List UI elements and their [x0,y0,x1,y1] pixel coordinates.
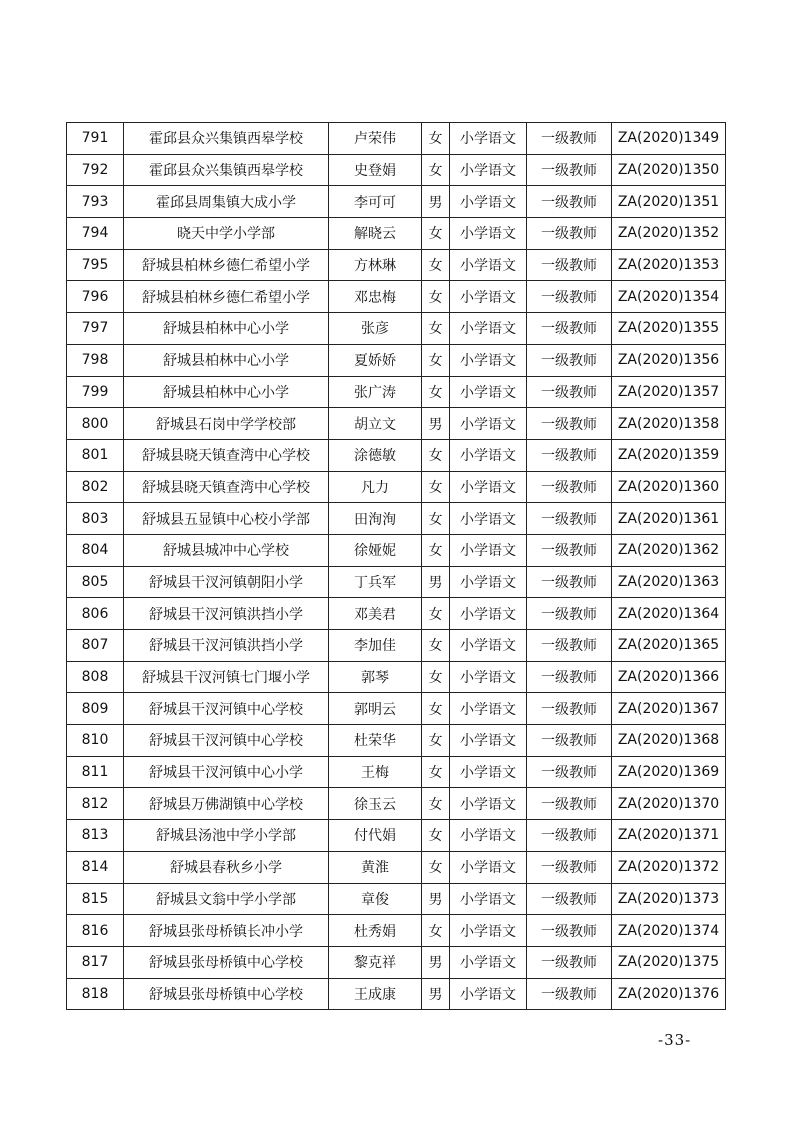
subject-cell: 小学语文 [450,788,527,820]
table-row [67,376,726,408]
gender-cell: 男 [422,978,450,1010]
subject-cell: 小学语文 [450,408,527,440]
table-row [67,503,726,535]
gender-cell: 女 [422,154,450,186]
row-number-cell: 809 [67,693,124,725]
subject-cell: 小学语文 [450,376,527,408]
school-name-cell: 舒城县柏林乡德仁希望小学 [124,281,329,313]
row-number-cell: 806 [67,598,124,630]
school-name-cell: 舒城县干汊河镇中心学校 [124,693,329,725]
professional-title-cell: 一级教师 [527,439,612,471]
row-number-cell: 795 [67,249,124,281]
table-row [67,820,726,852]
school-name-cell: 舒城县柏林乡德仁希望小学 [124,249,329,281]
table-row [67,281,726,313]
certificate-number-cell: ZA(2020)1356 [612,344,726,376]
professional-title-cell: 一级教师 [527,344,612,376]
subject-cell: 小学语文 [450,123,527,155]
subject-cell: 小学语文 [450,915,527,947]
subject-cell: 小学语文 [450,630,527,662]
row-number-cell: 802 [67,471,124,503]
subject-cell: 小学语文 [450,820,527,852]
professional-title-cell: 一级教师 [527,630,612,662]
row-number-cell: 794 [67,218,124,250]
professional-title-cell: 一级教师 [527,598,612,630]
teacher-name-cell: 徐玉云 [329,788,422,820]
gender-cell: 男 [422,408,450,440]
table-row [67,218,726,250]
certificate-number-cell: ZA(2020)1362 [612,534,726,566]
certificate-number-cell: ZA(2020)1351 [612,186,726,218]
school-name-cell: 舒城县干汊河镇七门堰小学 [124,661,329,693]
row-number-cell: 792 [67,154,124,186]
professional-title-cell: 一级教师 [527,249,612,281]
teacher-name-cell: 黄淮 [329,851,422,883]
professional-title-cell: 一级教师 [527,154,612,186]
teacher-name-cell: 杜秀娟 [329,915,422,947]
table-row [67,883,726,915]
table-row [67,123,726,155]
school-name-cell: 舒城县石岗中学学校部 [124,408,329,440]
certificate-number-cell: ZA(2020)1353 [612,249,726,281]
row-number-cell: 796 [67,281,124,313]
gender-cell: 女 [422,123,450,155]
row-number-cell: 793 [67,186,124,218]
school-name-cell: 舒城县城冲中心学校 [124,534,329,566]
row-number-cell: 798 [67,344,124,376]
row-number-cell: 805 [67,566,124,598]
gender-cell: 女 [422,725,450,757]
table-row [67,566,726,598]
school-name-cell: 舒城县干汊河镇中心学校 [124,725,329,757]
teacher-name-cell: 郭琴 [329,661,422,693]
gender-cell: 女 [422,218,450,250]
school-name-cell: 舒城县文翁中学小学部 [124,883,329,915]
professional-title-cell: 一级教师 [527,788,612,820]
teacher-name-cell: 涂德敏 [329,439,422,471]
row-number-cell: 813 [67,820,124,852]
certificate-number-cell: ZA(2020)1357 [612,376,726,408]
subject-cell: 小学语文 [450,249,527,281]
row-number-cell: 808 [67,661,124,693]
row-number-cell: 800 [67,408,124,440]
table-row [67,598,726,630]
professional-title-cell: 一级教师 [527,693,612,725]
teacher-name-cell: 徐娅妮 [329,534,422,566]
subject-cell: 小学语文 [450,725,527,757]
professional-title-cell: 一级教师 [527,883,612,915]
table-row [67,408,726,440]
gender-cell: 女 [422,313,450,345]
professional-title-cell: 一级教师 [527,186,612,218]
gender-cell: 女 [422,503,450,535]
teacher-name-cell: 邓美君 [329,598,422,630]
certificate-number-cell: ZA(2020)1365 [612,630,726,662]
school-name-cell: 舒城县晓天镇查湾中心学校 [124,471,329,503]
subject-cell: 小学语文 [450,186,527,218]
certificate-number-cell: ZA(2020)1364 [612,598,726,630]
certificate-number-cell: ZA(2020)1354 [612,281,726,313]
certificate-number-cell: ZA(2020)1374 [612,915,726,947]
teacher-name-cell: 方林琳 [329,249,422,281]
gender-cell: 女 [422,471,450,503]
teacher-name-cell: 胡立文 [329,408,422,440]
table-row [67,693,726,725]
professional-title-cell: 一级教师 [527,471,612,503]
row-number-cell: 818 [67,978,124,1010]
gender-cell: 女 [422,820,450,852]
school-name-cell: 舒城县干汊河镇朝阳小学 [124,566,329,598]
row-number-cell: 812 [67,788,124,820]
teacher-name-cell: 邓忠梅 [329,281,422,313]
row-number-cell: 799 [67,376,124,408]
subject-cell: 小学语文 [450,154,527,186]
table-row [67,439,726,471]
subject-cell: 小学语文 [450,439,527,471]
table-row [67,344,726,376]
table-row [67,788,726,820]
gender-cell: 女 [422,344,450,376]
teacher-name-cell: 李可可 [329,186,422,218]
certificate-number-cell: ZA(2020)1372 [612,851,726,883]
teacher-name-cell: 解晓云 [329,218,422,250]
professional-title-cell: 一级教师 [527,281,612,313]
certificate-number-cell: ZA(2020)1360 [612,471,726,503]
gender-cell: 女 [422,756,450,788]
professional-title-cell: 一级教师 [527,313,612,345]
professional-title-cell: 一级教师 [527,661,612,693]
teacher-name-cell: 付代娟 [329,820,422,852]
school-name-cell: 霍邱县众兴集镇西皋学校 [124,154,329,186]
professional-title-cell: 一级教师 [527,851,612,883]
professional-title-cell: 一级教师 [527,408,612,440]
school-name-cell: 舒城县张母桥镇中心学校 [124,978,329,1010]
row-number-cell: 803 [67,503,124,535]
gender-cell: 女 [422,439,450,471]
row-number-cell: 810 [67,725,124,757]
certificate-number-cell: ZA(2020)1371 [612,820,726,852]
subject-cell: 小学语文 [450,661,527,693]
subject-cell: 小学语文 [450,756,527,788]
subject-cell: 小学语文 [450,883,527,915]
subject-cell: 小学语文 [450,693,527,725]
table-row [67,725,726,757]
teacher-name-cell: 黎克祥 [329,946,422,978]
gender-cell: 女 [422,281,450,313]
table-row [67,978,726,1010]
school-name-cell: 霍邱县众兴集镇西皋学校 [124,123,329,155]
professional-title-cell: 一级教师 [527,725,612,757]
professional-title-cell: 一级教师 [527,820,612,852]
professional-title-cell: 一级教师 [527,218,612,250]
table-row [67,946,726,978]
subject-cell: 小学语文 [450,344,527,376]
table-row [67,915,726,947]
certificate-number-cell: ZA(2020)1368 [612,725,726,757]
school-name-cell: 晓天中学小学部 [124,218,329,250]
professional-title-cell: 一级教师 [527,566,612,598]
teacher-roster-table [66,122,726,1010]
subject-cell: 小学语文 [450,598,527,630]
certificate-number-cell: ZA(2020)1358 [612,408,726,440]
teacher-name-cell: 章俊 [329,883,422,915]
certificate-number-cell: ZA(2020)1375 [612,946,726,978]
row-number-cell: 816 [67,915,124,947]
teacher-name-cell: 田洵洵 [329,503,422,535]
certificate-number-cell: ZA(2020)1370 [612,788,726,820]
school-name-cell: 舒城县干汊河镇洪挡小学 [124,598,329,630]
teacher-name-cell: 王成康 [329,978,422,1010]
gender-cell: 女 [422,915,450,947]
school-name-cell: 舒城县柏林中心小学 [124,344,329,376]
teacher-name-cell: 张彦 [329,313,422,345]
school-name-cell: 舒城县干汊河镇中心小学 [124,756,329,788]
professional-title-cell: 一级教师 [527,376,612,408]
school-name-cell: 舒城县春秋乡小学 [124,851,329,883]
teacher-name-cell: 凡力 [329,471,422,503]
gender-cell: 女 [422,376,450,408]
teacher-name-cell: 李加佳 [329,630,422,662]
school-name-cell: 舒城县张母桥镇中心学校 [124,946,329,978]
table-row [67,534,726,566]
certificate-number-cell: ZA(2020)1349 [612,123,726,155]
school-name-cell: 舒城县万佛湖镇中心学校 [124,788,329,820]
certificate-number-cell: ZA(2020)1352 [612,218,726,250]
certificate-number-cell: ZA(2020)1361 [612,503,726,535]
subject-cell: 小学语文 [450,313,527,345]
subject-cell: 小学语文 [450,218,527,250]
school-name-cell: 舒城县五显镇中心校小学部 [124,503,329,535]
certificate-number-cell: ZA(2020)1369 [612,756,726,788]
table-row [67,186,726,218]
teacher-name-cell: 丁兵军 [329,566,422,598]
roster-body [67,123,726,1010]
certificate-number-cell: ZA(2020)1373 [612,883,726,915]
teacher-name-cell: 郭明云 [329,693,422,725]
subject-cell: 小学语文 [450,503,527,535]
gender-cell: 女 [422,598,450,630]
professional-title-cell: 一级教师 [527,978,612,1010]
table-row [67,471,726,503]
row-number-cell: 807 [67,630,124,662]
certificate-number-cell: ZA(2020)1359 [612,439,726,471]
gender-cell: 女 [422,630,450,662]
table-row [67,630,726,662]
school-name-cell: 舒城县汤池中学小学部 [124,820,329,852]
school-name-cell: 舒城县柏林中心小学 [124,313,329,345]
school-name-cell: 舒城县干汊河镇洪挡小学 [124,630,329,662]
gender-cell: 男 [422,883,450,915]
row-number-cell: 791 [67,123,124,155]
certificate-number-cell: ZA(2020)1363 [612,566,726,598]
row-number-cell: 817 [67,946,124,978]
gender-cell: 女 [422,851,450,883]
subject-cell: 小学语文 [450,534,527,566]
professional-title-cell: 一级教师 [527,946,612,978]
school-name-cell: 霍邱县周集镇大成小学 [124,186,329,218]
row-number-cell: 814 [67,851,124,883]
table-row [67,756,726,788]
gender-cell: 女 [422,661,450,693]
certificate-number-cell: ZA(2020)1367 [612,693,726,725]
table-row [67,851,726,883]
gender-cell: 女 [422,249,450,281]
teacher-name-cell: 史登娟 [329,154,422,186]
gender-cell: 女 [422,534,450,566]
row-number-cell: 801 [67,439,124,471]
table-row [67,154,726,186]
subject-cell: 小学语文 [450,946,527,978]
teacher-name-cell: 张广涛 [329,376,422,408]
subject-cell: 小学语文 [450,281,527,313]
row-number-cell: 815 [67,883,124,915]
school-name-cell: 舒城县张母桥镇长冲小学 [124,915,329,947]
school-name-cell: 舒城县晓天镇查湾中心学校 [124,439,329,471]
page-number: -33- [658,1031,692,1049]
subject-cell: 小学语文 [450,978,527,1010]
gender-cell: 女 [422,788,450,820]
professional-title-cell: 一级教师 [527,534,612,566]
table-row [67,313,726,345]
subject-cell: 小学语文 [450,566,527,598]
teacher-name-cell: 王梅 [329,756,422,788]
teacher-name-cell: 杜荣华 [329,725,422,757]
professional-title-cell: 一级教师 [527,756,612,788]
table-row [67,661,726,693]
table-row [67,249,726,281]
gender-cell: 男 [422,566,450,598]
teacher-name-cell: 卢荣伟 [329,123,422,155]
certificate-number-cell: ZA(2020)1376 [612,978,726,1010]
school-name-cell: 舒城县柏林中心小学 [124,376,329,408]
gender-cell: 男 [422,186,450,218]
certificate-number-cell: ZA(2020)1366 [612,661,726,693]
certificate-number-cell: ZA(2020)1355 [612,313,726,345]
gender-cell: 女 [422,693,450,725]
professional-title-cell: 一级教师 [527,123,612,155]
subject-cell: 小学语文 [450,471,527,503]
subject-cell: 小学语文 [450,851,527,883]
professional-title-cell: 一级教师 [527,503,612,535]
row-number-cell: 804 [67,534,124,566]
row-number-cell: 797 [67,313,124,345]
professional-title-cell: 一级教师 [527,915,612,947]
gender-cell: 男 [422,946,450,978]
certificate-number-cell: ZA(2020)1350 [612,154,726,186]
row-number-cell: 811 [67,756,124,788]
teacher-name-cell: 夏娇娇 [329,344,422,376]
